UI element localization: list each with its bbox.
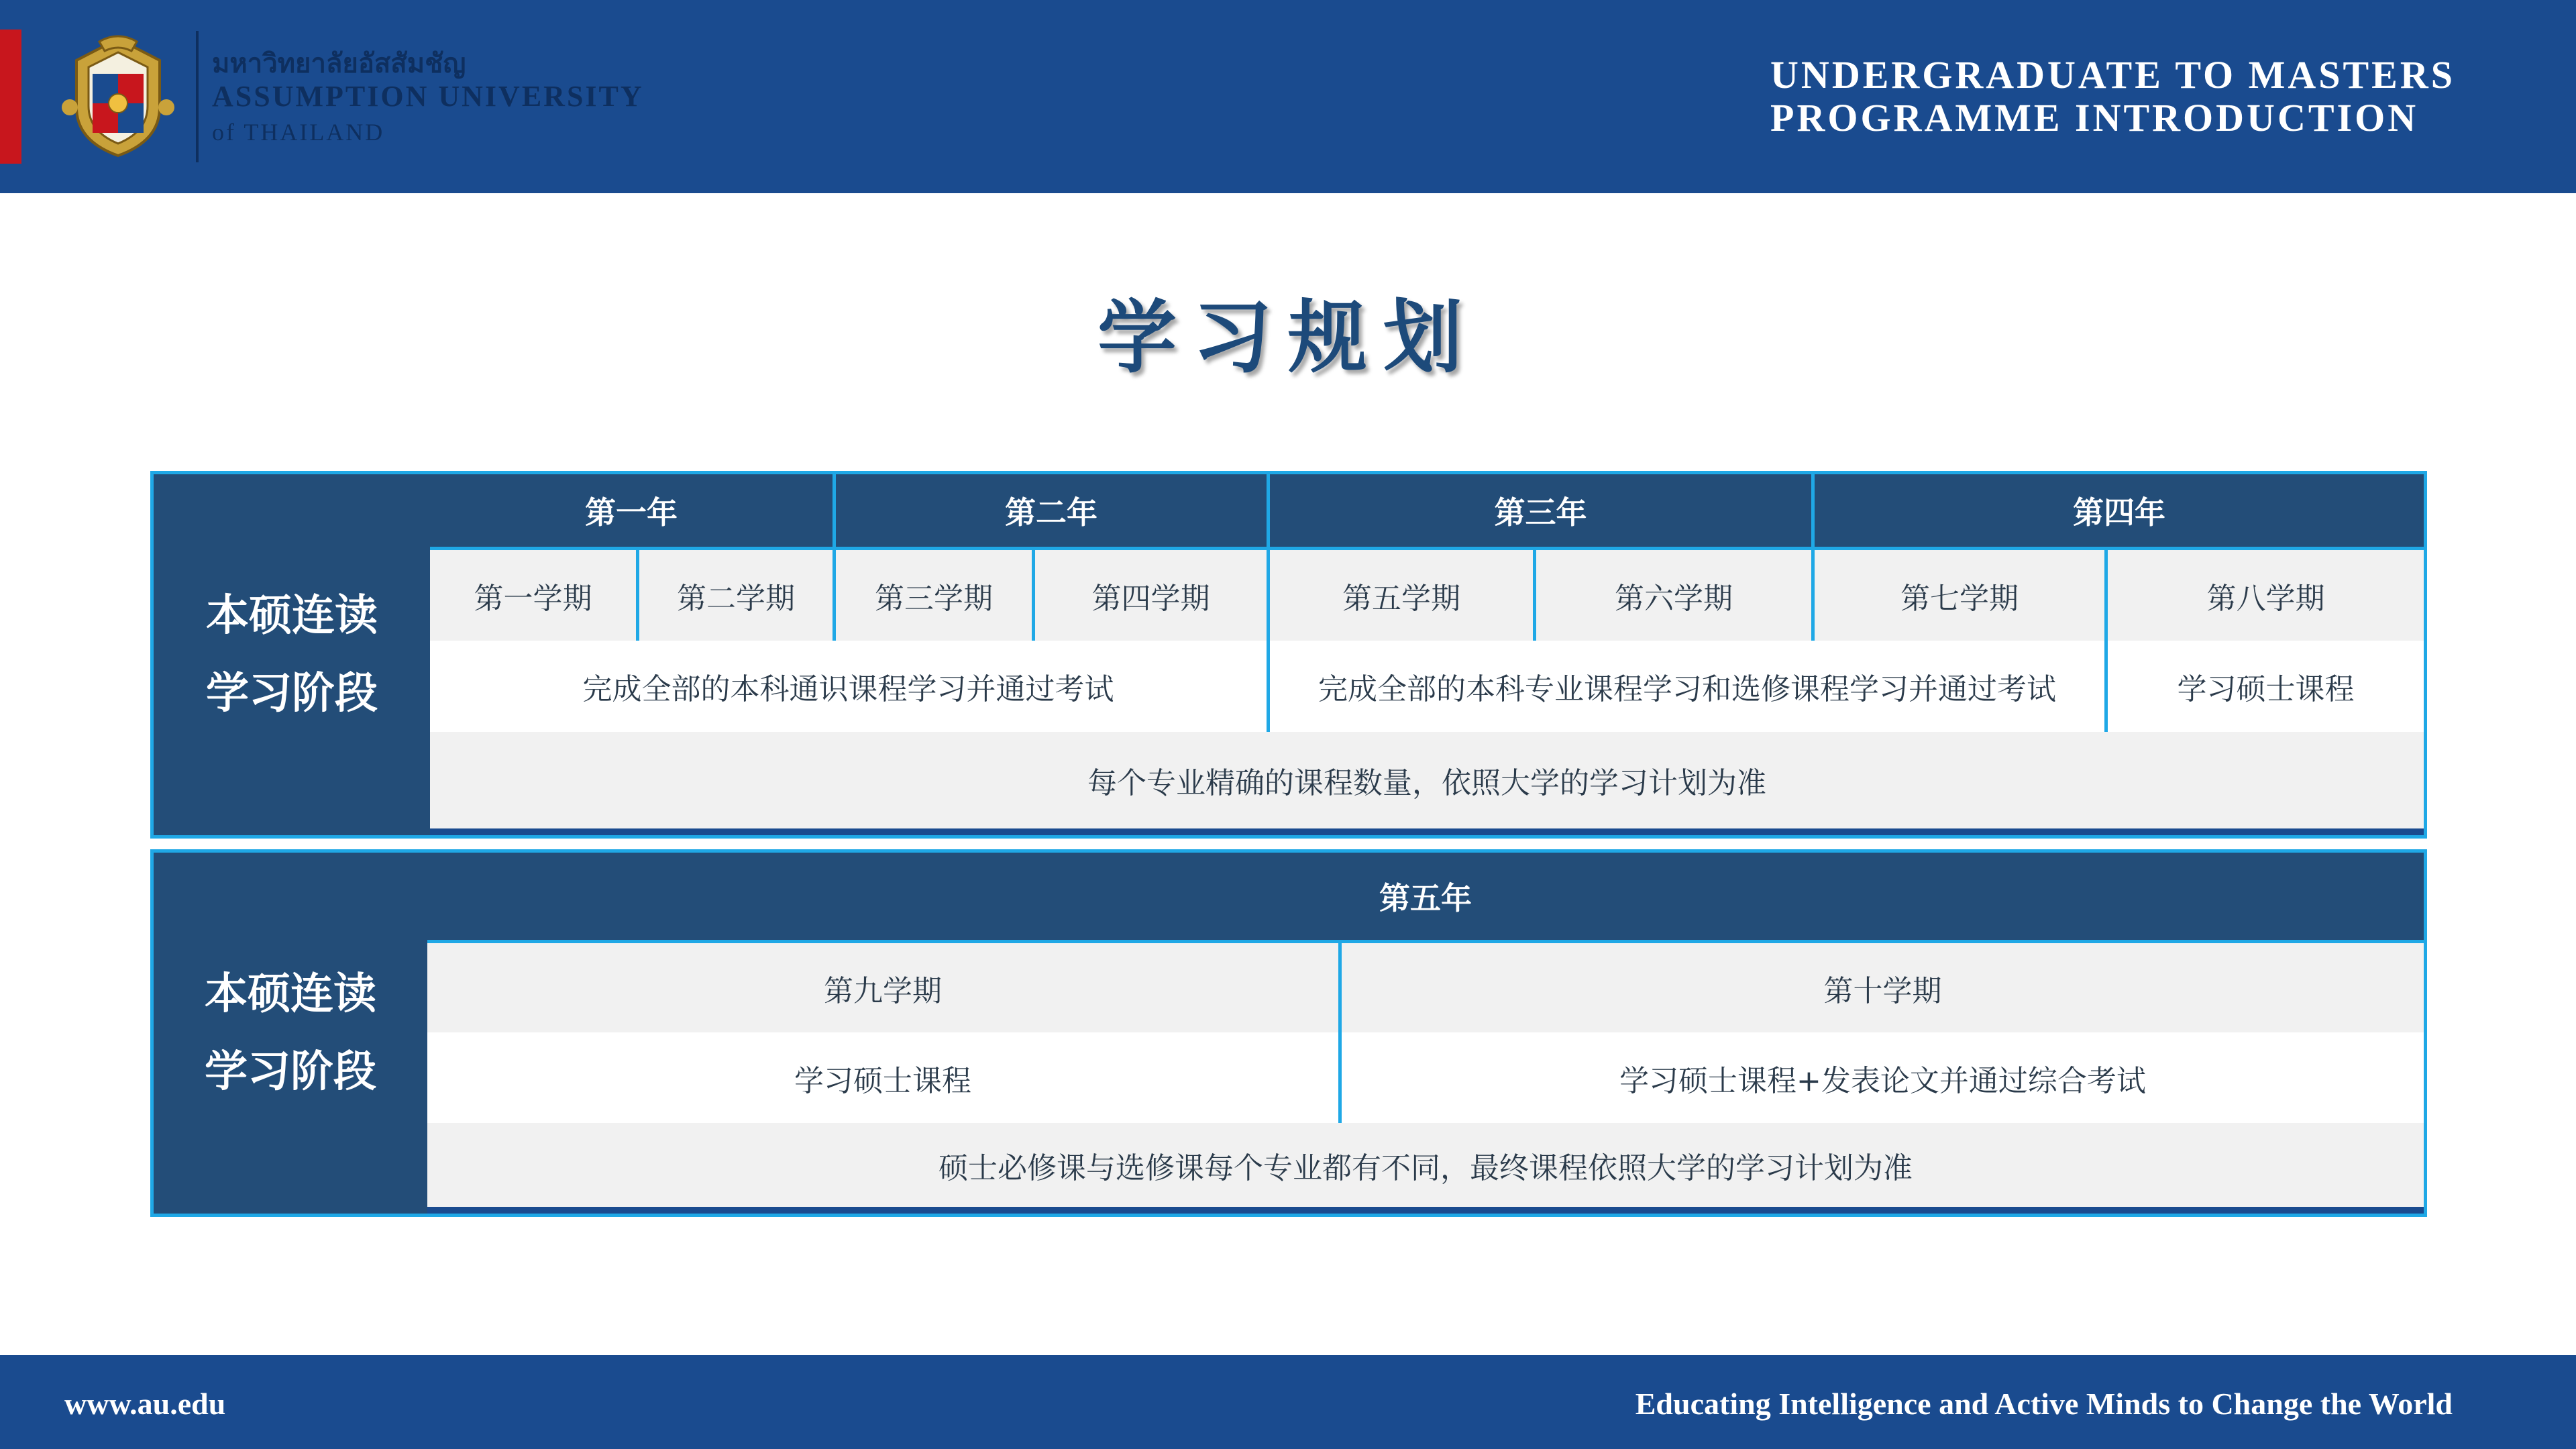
university-crest-icon (59, 34, 177, 161)
task-cell: 完成全部的本科专业课程学习和选修课程学习并通过考试 (1270, 641, 2104, 732)
page-title: 学习规划 (1097, 290, 1479, 384)
stage-label-line1: 本硕连读 (205, 969, 376, 1019)
column-divider (1811, 474, 1815, 641)
university-name: ASSUMPTION UNIVERSITY (212, 80, 644, 113)
semester-cell: 第三学期 (836, 550, 1032, 641)
university-subtitle: of THAILAND (212, 119, 385, 146)
programme-title-line2: PROGRAMME INTRODUCTION (1770, 96, 2419, 140)
table-note: 每个专业精确的课程数量，依照大学的学习计划为准 (430, 732, 2424, 828)
column-divider (2104, 550, 2108, 732)
semester-cell: 第二学期 (639, 550, 833, 641)
column-divider (636, 550, 639, 641)
column-divider (833, 474, 836, 641)
year-header-5: 第五年 (427, 853, 2424, 940)
year-header-2: 第二年 (836, 474, 1267, 547)
task-cell: 学习硕士课程 (427, 1032, 1338, 1123)
task-cell: 学习硕士课程 (2108, 641, 2424, 732)
year-header-3: 第三年 (1270, 474, 1811, 547)
red-accent-bar (0, 30, 21, 164)
semester-cell: 第十学期 (1342, 943, 2424, 1032)
semester-cell: 第四学期 (1035, 550, 1267, 641)
programme-title-line1: UNDERGRADUATE TO MASTERS (1770, 53, 2455, 97)
column-divider (1338, 943, 1342, 1123)
programme-title (1770, 54, 2455, 140)
university-name-thai: มหาวิทยาลัยอัสสัมชัญ (212, 48, 466, 79)
stage-label-line2: 学习阶段 (206, 669, 378, 718)
header-divider (196, 31, 199, 162)
year-header-4: 第四年 (1815, 474, 2424, 547)
task-cell: 学习硕士课程+发表论文并通过综合考试 (1342, 1032, 2424, 1123)
header-bar (0, 0, 2576, 193)
task-cell: 完成全部的本科通识课程学习并通过考试 (430, 641, 1267, 732)
semester-cell: 第七学期 (1815, 550, 2104, 641)
column-divider (2104, 474, 2108, 550)
semester-cell: 第六学期 (1536, 550, 1811, 641)
table-note: 硕士必修课与选修课每个专业都有不同，最终课程依照大学的学习计划为准 (427, 1123, 2424, 1207)
stage-label (154, 474, 430, 835)
footer-bar (0, 1355, 2576, 1449)
website-link[interactable]: www.au.edu (64, 1387, 226, 1421)
semester-cell: 第五学期 (1270, 550, 1533, 641)
year-header-1: 第一年 (430, 474, 833, 547)
stage-label-line1: 本硕连读 (206, 591, 378, 641)
footer-slogan: Educating Intelligence and Active Minds to Change the World (1635, 1387, 2453, 1421)
semester-cell: 第八学期 (2108, 550, 2424, 641)
column-divider (1533, 550, 1536, 641)
column-divider (1267, 474, 1270, 732)
study-plan-table-years-1-4 (150, 471, 2427, 839)
study-plan-table-year-5 (150, 849, 2427, 1217)
stage-label (154, 853, 427, 1214)
row-divider (430, 547, 2424, 550)
semester-cell: 第九学期 (427, 943, 1338, 1032)
semester-cell: 第一学期 (430, 550, 636, 641)
stage-label-line2: 学习阶段 (205, 1047, 376, 1097)
column-divider (1032, 550, 1035, 641)
